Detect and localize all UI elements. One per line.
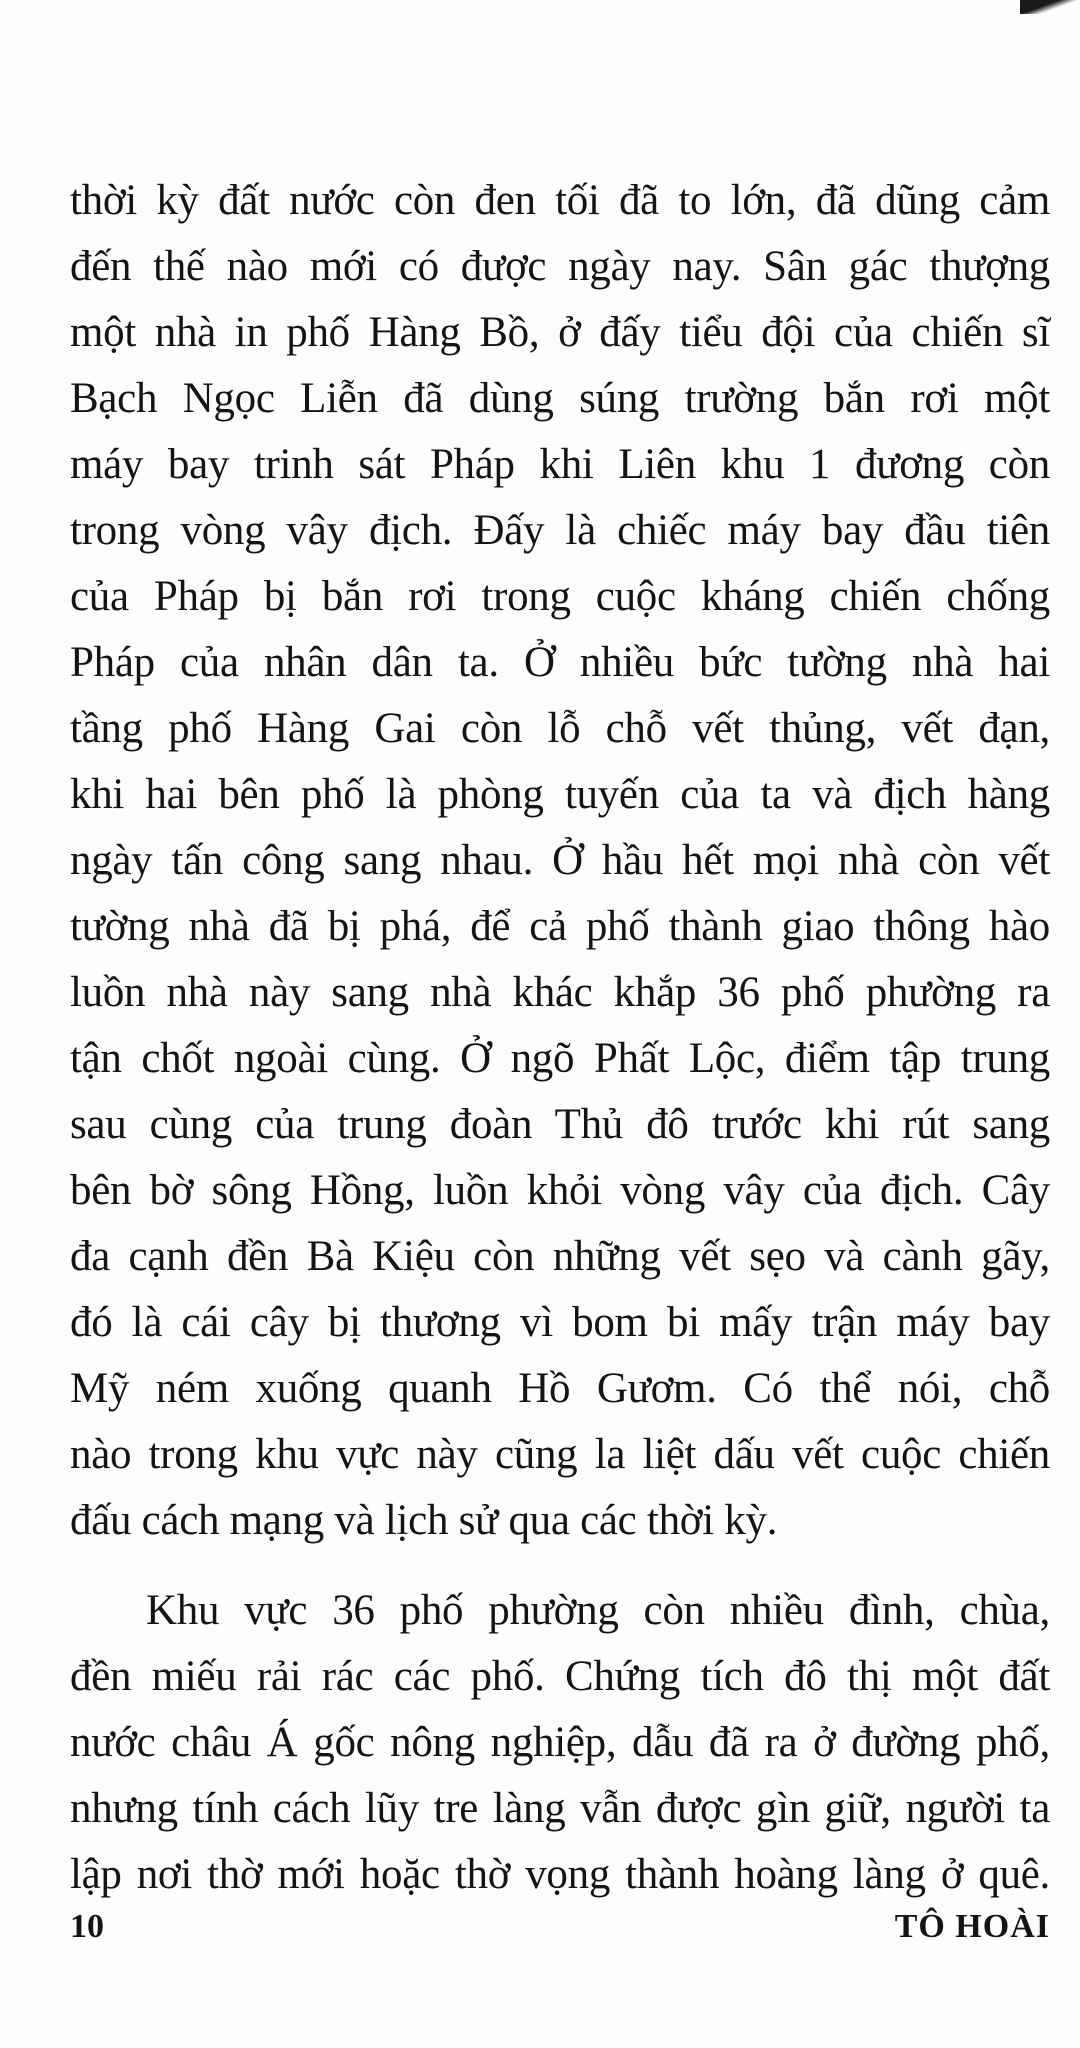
text-line: đa cạnh đền Bà Kiệu còn những vết sẹo và cành gãy, (70, 1233, 1050, 1280)
text-line: đó là cái cây bị thương vì bom bi mấy trận máy bay (70, 1299, 1050, 1346)
text-line: đấu cách mạng và lịch sử qua các thời kỳ. (70, 1497, 778, 1544)
text-line: đến thế nào mới có được ngày nay. Sân gác thượng (70, 243, 1050, 290)
text-line: luồn nhà này sang nhà khác khắp 36 phố phường ra (70, 969, 1050, 1016)
text-line: sau cùng của trung đoàn Thủ đô trước khi rút sang (70, 1101, 1050, 1148)
paragraph-1 (70, 168, 1050, 1554)
text-line: nào trong khu vực này cũng la liệt dấu vết cuộc chiến (70, 1431, 1050, 1478)
text-line: lập nơi thờ mới hoặc thờ vọng thành hoàng làng ở quê. (70, 1851, 1050, 1898)
text-line: thời kỳ đất nước còn đen tối đã to lớn, đã dũng cảm (70, 177, 1050, 224)
text-line: một nhà in phố Hàng Bồ, ở đấy tiểu đội của chiến sĩ (70, 309, 1050, 356)
text-line: của Pháp bị bắn rơi trong cuộc kháng chiến chống (70, 573, 1050, 620)
page-number: 10 (70, 1908, 104, 1945)
text-line: Bạch Ngọc Liễn đã dùng súng trường bắn rơi một (70, 375, 1050, 422)
text-line: đền miếu rải rác các phố. Chứng tích đô thị một đất (70, 1653, 1050, 1700)
body-text (70, 168, 1050, 1908)
text-line: nước châu Á gốc nông nghiệp, dẫu đã ra ở đường phố, (70, 1719, 1050, 1766)
text-line: máy bay trinh sát Pháp khi Liên khu 1 đương còn (70, 441, 1050, 488)
text-line: tường nhà đã bị phá, để cả phố thành giao thông hào (70, 903, 1050, 950)
text-line: tận chốt ngoài cùng. Ở ngõ Phất Lộc, điểm tập trung (70, 1035, 1050, 1082)
text-line: ngày tấn công sang nhau. Ở hầu hết mọi nhà còn vết (70, 837, 1050, 884)
text-line: khi hai bên phố là phòng tuyến của ta và địch hàng (70, 771, 1050, 818)
text-line: nhưng tính cách lũy tre làng vẫn được gìn giữ, người ta (70, 1785, 1050, 1832)
text-line: Khu vực 36 phố phường còn nhiều đình, chùa, (146, 1587, 1050, 1634)
text-line: bên bờ sông Hồng, luồn khỏi vòng vây của địch. Cây (70, 1167, 1050, 1214)
paragraph-gap (70, 1554, 1050, 1578)
page-footer (70, 1908, 1050, 1958)
paragraph-2 (70, 1578, 1050, 1908)
text-line: trong vòng vây địch. Đấy là chiếc máy bay đầu tiên (70, 507, 1050, 554)
text-line: Pháp của nhân dân ta. Ở nhiều bức tường nhà hai (70, 639, 1050, 686)
scan-edge-shadow (1020, 0, 1080, 14)
text-line: tầng phố Hàng Gai còn lỗ chỗ vết thủng, vết đạn, (70, 705, 1050, 752)
author-name: TÔ HOÀI (894, 1908, 1050, 1945)
text-line: Mỹ ném xuống quanh Hồ Gươm. Có thể nói, chỗ (70, 1365, 1050, 1412)
